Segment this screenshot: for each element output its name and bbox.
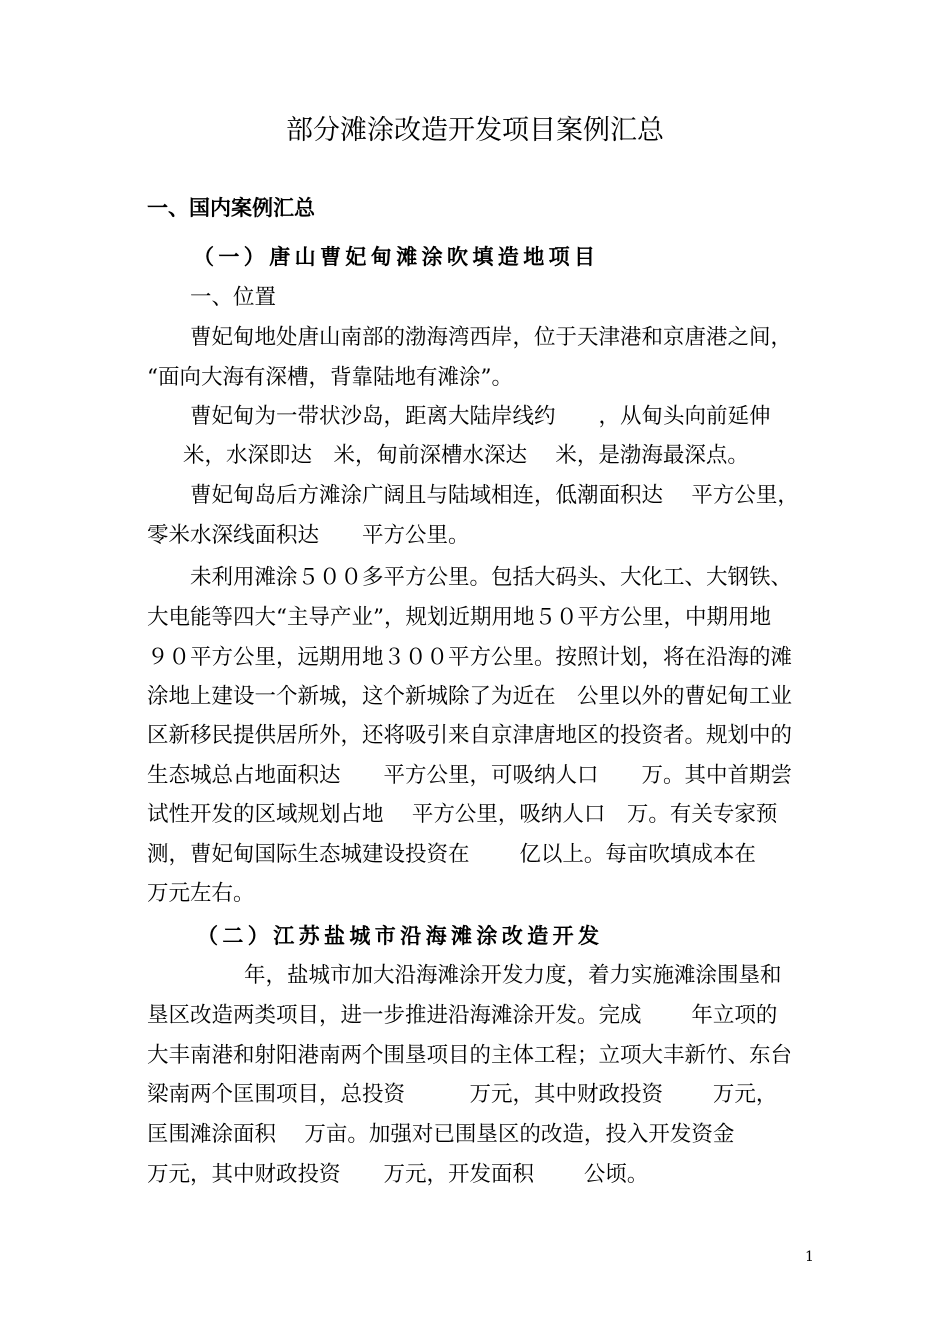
paragraph-line: 匡围滩涂面积 万亩。加强对已围垦区的改造，投入开发资金 [147, 1122, 735, 1147]
paragraph-line: ９０平方公里，远期用地３００平方公里。按照计划，将在沿海的滩 [147, 645, 793, 670]
case-heading-caofeidian: （一）唐山曹妃甸滩涂吹填造地项目 [193, 245, 600, 269]
paragraph-line: 区新移民提供居所外，还将吸引来自京津唐地区的投资者。规划中的 [147, 723, 793, 748]
case-heading-yancheng: （二）江苏盐城市沿海滩涂改造开发 [197, 924, 604, 948]
document-title: 部分滩涂改造开发项目案例汇总 [286, 115, 664, 146]
paragraph-line: 梁南两个匡围项目，总投资 万元，其中财政投资 万元， [147, 1082, 778, 1107]
paragraph-line: 万元左右。 [147, 881, 255, 906]
paragraph-line: 年，盐城市加大沿海滩涂开发力度，着力实施滩涂围垦和 [244, 963, 782, 988]
page-number: 1 [805, 1249, 814, 1265]
subheading-location: 一、位置 [190, 285, 277, 310]
paragraph-line: 生态城总占地面积达 平方公里，可吸纳人口 万。其中首期尝 [147, 763, 793, 788]
paragraph-line: 曹妃甸岛后方滩涂广阔且与陆域相连，低潮面积达 平方公里， [190, 483, 799, 508]
paragraph-line: 曹妃甸地处唐山南部的渤海湾西岸，位于天津港和京唐港之间， [190, 325, 793, 350]
paragraph-line: “面向大海有深槽，背靠陆地有滩涂”。 [147, 365, 513, 390]
paragraph-line: 垦区改造两类项目，进一步推进沿海滩涂开发。完成 年立项的 [147, 1003, 778, 1028]
paragraph-line: 米，水深即达 米，甸前深槽水深达 米，是渤海最深点。 [183, 443, 749, 468]
paragraph-line: 曹妃甸为一带状沙岛，距离大陆岸线约 ，从甸头向前延伸 [190, 404, 771, 429]
paragraph-line: 大丰南港和射阳港南两个围垦项目的主体工程；立项大丰新竹、东台 [147, 1043, 793, 1068]
paragraph-line: 零米水深线面积达 平方公里。 [147, 523, 470, 548]
paragraph-line: 大电能等四大“主导产业”，规划近期用地５０平方公里，中期用地 [147, 605, 771, 630]
section-heading-domestic: 一、国内案例汇总 [147, 196, 315, 220]
paragraph-line: 涂地上建设一个新城，这个新城除了为近在 公里以外的曹妃甸工业 [147, 684, 793, 709]
paragraph-line: 试性开发的区域规划占地 平方公里，吸纳人口 万。有关专家预 [147, 802, 778, 827]
paragraph-line: 测，曹妃甸国际生态城建设投资在 亿以上。每亩吹填成本在 [147, 842, 756, 867]
paragraph-line: 未利用滩涂５００多平方公里。包括大码头、大化工、大钢铁、 [190, 565, 793, 590]
paragraph-line: 万元，其中财政投资 万元，开发面积 公顷。 [147, 1162, 649, 1187]
